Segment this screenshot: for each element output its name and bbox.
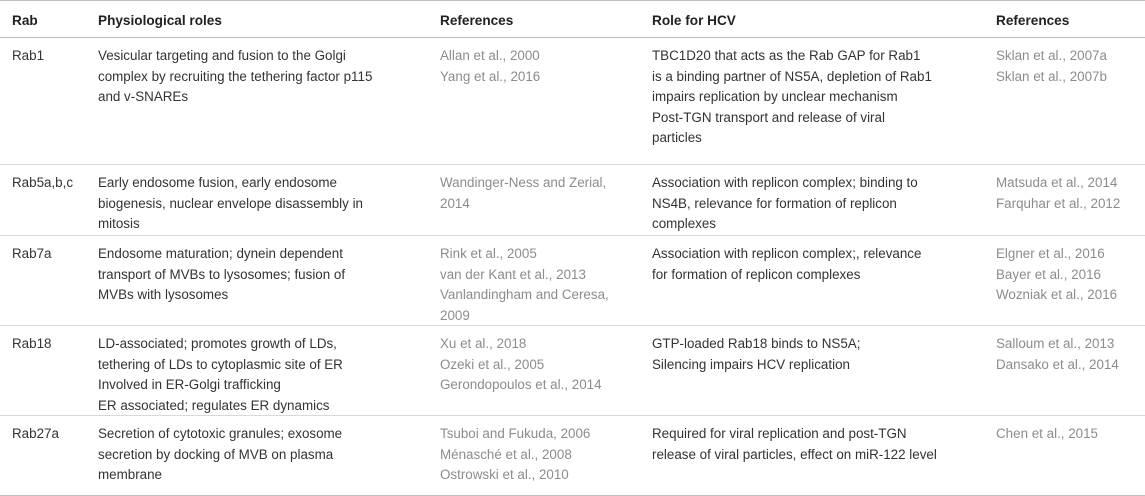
references-cell xyxy=(440,38,641,164)
rab-cell: Rab1 xyxy=(12,48,45,63)
reference-link[interactable]: 2009 xyxy=(440,307,470,323)
text-line: NS4B, relevance for formation of replicon xyxy=(652,195,897,211)
text-line: and v-SNAREs xyxy=(98,89,189,104)
hcv-references-cell xyxy=(996,165,1145,235)
reference-link[interactable]: Sklan et al., 2007b xyxy=(996,68,1107,84)
text-line: mitosis xyxy=(98,216,140,231)
reference-link[interactable]: Gerondopoulos et al., 2014 xyxy=(440,377,602,392)
table-row xyxy=(0,165,1145,236)
reference-link[interactable]: 2014 xyxy=(440,195,470,211)
text-line: Endosome maturation; dynein dependent xyxy=(98,246,343,261)
text-line: TBC1D20 that acts as the Rab GAP for Rab1 xyxy=(652,48,921,63)
text-line: MVBs with lysosomes xyxy=(98,287,229,302)
reference-link[interactable]: Bayer et al., 2016 xyxy=(996,266,1101,282)
header-hcv-references: References xyxy=(996,13,1070,28)
hcv-references-cell xyxy=(996,38,1145,164)
rab-cell: Rab7a xyxy=(12,246,52,261)
reference-link[interactable]: Ostrowski et al., 2010 xyxy=(440,467,569,482)
rab-cell: Rab18 xyxy=(12,336,52,351)
text-line: Association with replicon complex; binding to xyxy=(652,175,918,190)
references-cell xyxy=(440,326,641,415)
reference-link[interactable]: Ménasché et al., 2008 xyxy=(440,446,572,462)
text-line: ER associated; regulates ER dynamics xyxy=(98,397,330,413)
text-line: GTP-loaded Rab18 binds to NS5A; xyxy=(652,336,861,351)
physiological-roles-cell xyxy=(97,326,440,415)
header-rab: Rab xyxy=(12,13,38,28)
references-cell xyxy=(440,236,641,325)
hcv-role-cell xyxy=(641,165,996,235)
header-role-for-hcv: Role for HCV xyxy=(652,13,736,28)
physiological-roles-cell xyxy=(97,236,440,325)
rab-cell: Rab27a xyxy=(12,426,59,441)
references-cell xyxy=(440,416,641,495)
table-row xyxy=(0,38,1145,165)
text-line: secretion by docking of MVB on plasma xyxy=(98,446,334,462)
header-physiological-roles: Physiological roles xyxy=(98,13,222,28)
table-header-row xyxy=(0,1,1145,38)
reference-link[interactable]: Sklan et al., 2007a xyxy=(996,48,1107,63)
hcv-references-cell xyxy=(996,326,1145,415)
reference-link[interactable]: Xu et al., 2018 xyxy=(440,336,527,351)
reference-link[interactable]: Vanlandingham and Ceresa, xyxy=(440,287,609,302)
text-line: Secretion of cytotoxic granules; exosome xyxy=(98,426,343,441)
text-line: particles xyxy=(652,130,702,145)
table-row xyxy=(0,416,1145,496)
rab-cell: Rab5a,b,c xyxy=(12,175,74,190)
hcv-role-cell xyxy=(641,38,996,164)
table-row xyxy=(0,236,1145,326)
header-references: References xyxy=(440,13,514,28)
hcv-references-cell xyxy=(996,236,1145,325)
table-row xyxy=(0,326,1145,416)
reference-link[interactable]: Wandinger-Ness and Zerial, xyxy=(440,175,607,190)
physiological-roles-cell xyxy=(97,416,440,495)
reference-link[interactable]: Ozeki et al., 2005 xyxy=(440,356,545,372)
text-line: Post-TGN transport and release of viral xyxy=(652,109,885,125)
reference-link[interactable]: Matsuda et al., 2014 xyxy=(996,175,1118,190)
text-line: tethering of LDs to cytoplasmic site of ER xyxy=(98,356,343,372)
text-line: Involved in ER-Golgi trafficking xyxy=(98,377,281,392)
reference-link[interactable]: Chen et al., 2015 xyxy=(996,426,1098,441)
hcv-references-cell xyxy=(996,416,1145,495)
text-line: biogenesis, nuclear envelope disassembly in xyxy=(98,195,363,211)
text-line: release of viral particles, effect on miR-122 level xyxy=(652,446,937,462)
text-line: Required for viral replication and post-TGN xyxy=(652,426,907,441)
text-line: Vesicular targeting and fusion to the Golgi xyxy=(98,48,346,63)
reference-link[interactable]: Allan et al., 2000 xyxy=(440,48,540,63)
reference-link[interactable]: van der Kant et al., 2013 xyxy=(440,266,586,282)
reference-link[interactable]: Yang et al., 2016 xyxy=(440,68,541,84)
reference-link[interactable]: Elgner et al., 2016 xyxy=(996,246,1105,261)
text-line: Association with replicon complex;, relevance xyxy=(652,246,922,261)
text-line: is a binding partner of NS5A, depletion of Rab1 xyxy=(652,68,932,84)
reference-link[interactable]: Salloum et al., 2013 xyxy=(996,336,1115,351)
reference-link[interactable]: Dansako et al., 2014 xyxy=(996,356,1119,372)
text-line: Early endosome fusion, early endosome xyxy=(98,175,337,190)
reference-link[interactable]: Farquhar et al., 2012 xyxy=(996,195,1121,211)
text-line: Silencing impairs HCV replication xyxy=(652,356,850,372)
text-line: transport of MVBs to lysosomes; fusion of xyxy=(98,266,346,282)
text-line: complex by recruiting the tethering factor p115 xyxy=(98,68,373,84)
text-line: impairs replication by unclear mechanism xyxy=(652,89,898,104)
text-line: membrane xyxy=(98,467,163,482)
reference-link[interactable]: Wozniak et al., 2016 xyxy=(996,287,1118,302)
hcv-role-cell xyxy=(641,416,996,495)
hcv-role-cell xyxy=(641,236,996,325)
text-line: complexes xyxy=(652,216,717,231)
physiological-roles-cell xyxy=(97,165,440,235)
reference-link[interactable]: Tsuboi and Fukuda, 2006 xyxy=(440,426,591,441)
hcv-role-cell xyxy=(641,326,996,415)
text-line: for formation of replicon complexes xyxy=(652,266,861,282)
physiological-roles-cell xyxy=(97,38,440,164)
reference-link[interactable]: Rink et al., 2005 xyxy=(440,246,537,261)
references-cell xyxy=(440,165,641,235)
text-line: LD-associated; promotes growth of LDs, xyxy=(98,336,337,351)
